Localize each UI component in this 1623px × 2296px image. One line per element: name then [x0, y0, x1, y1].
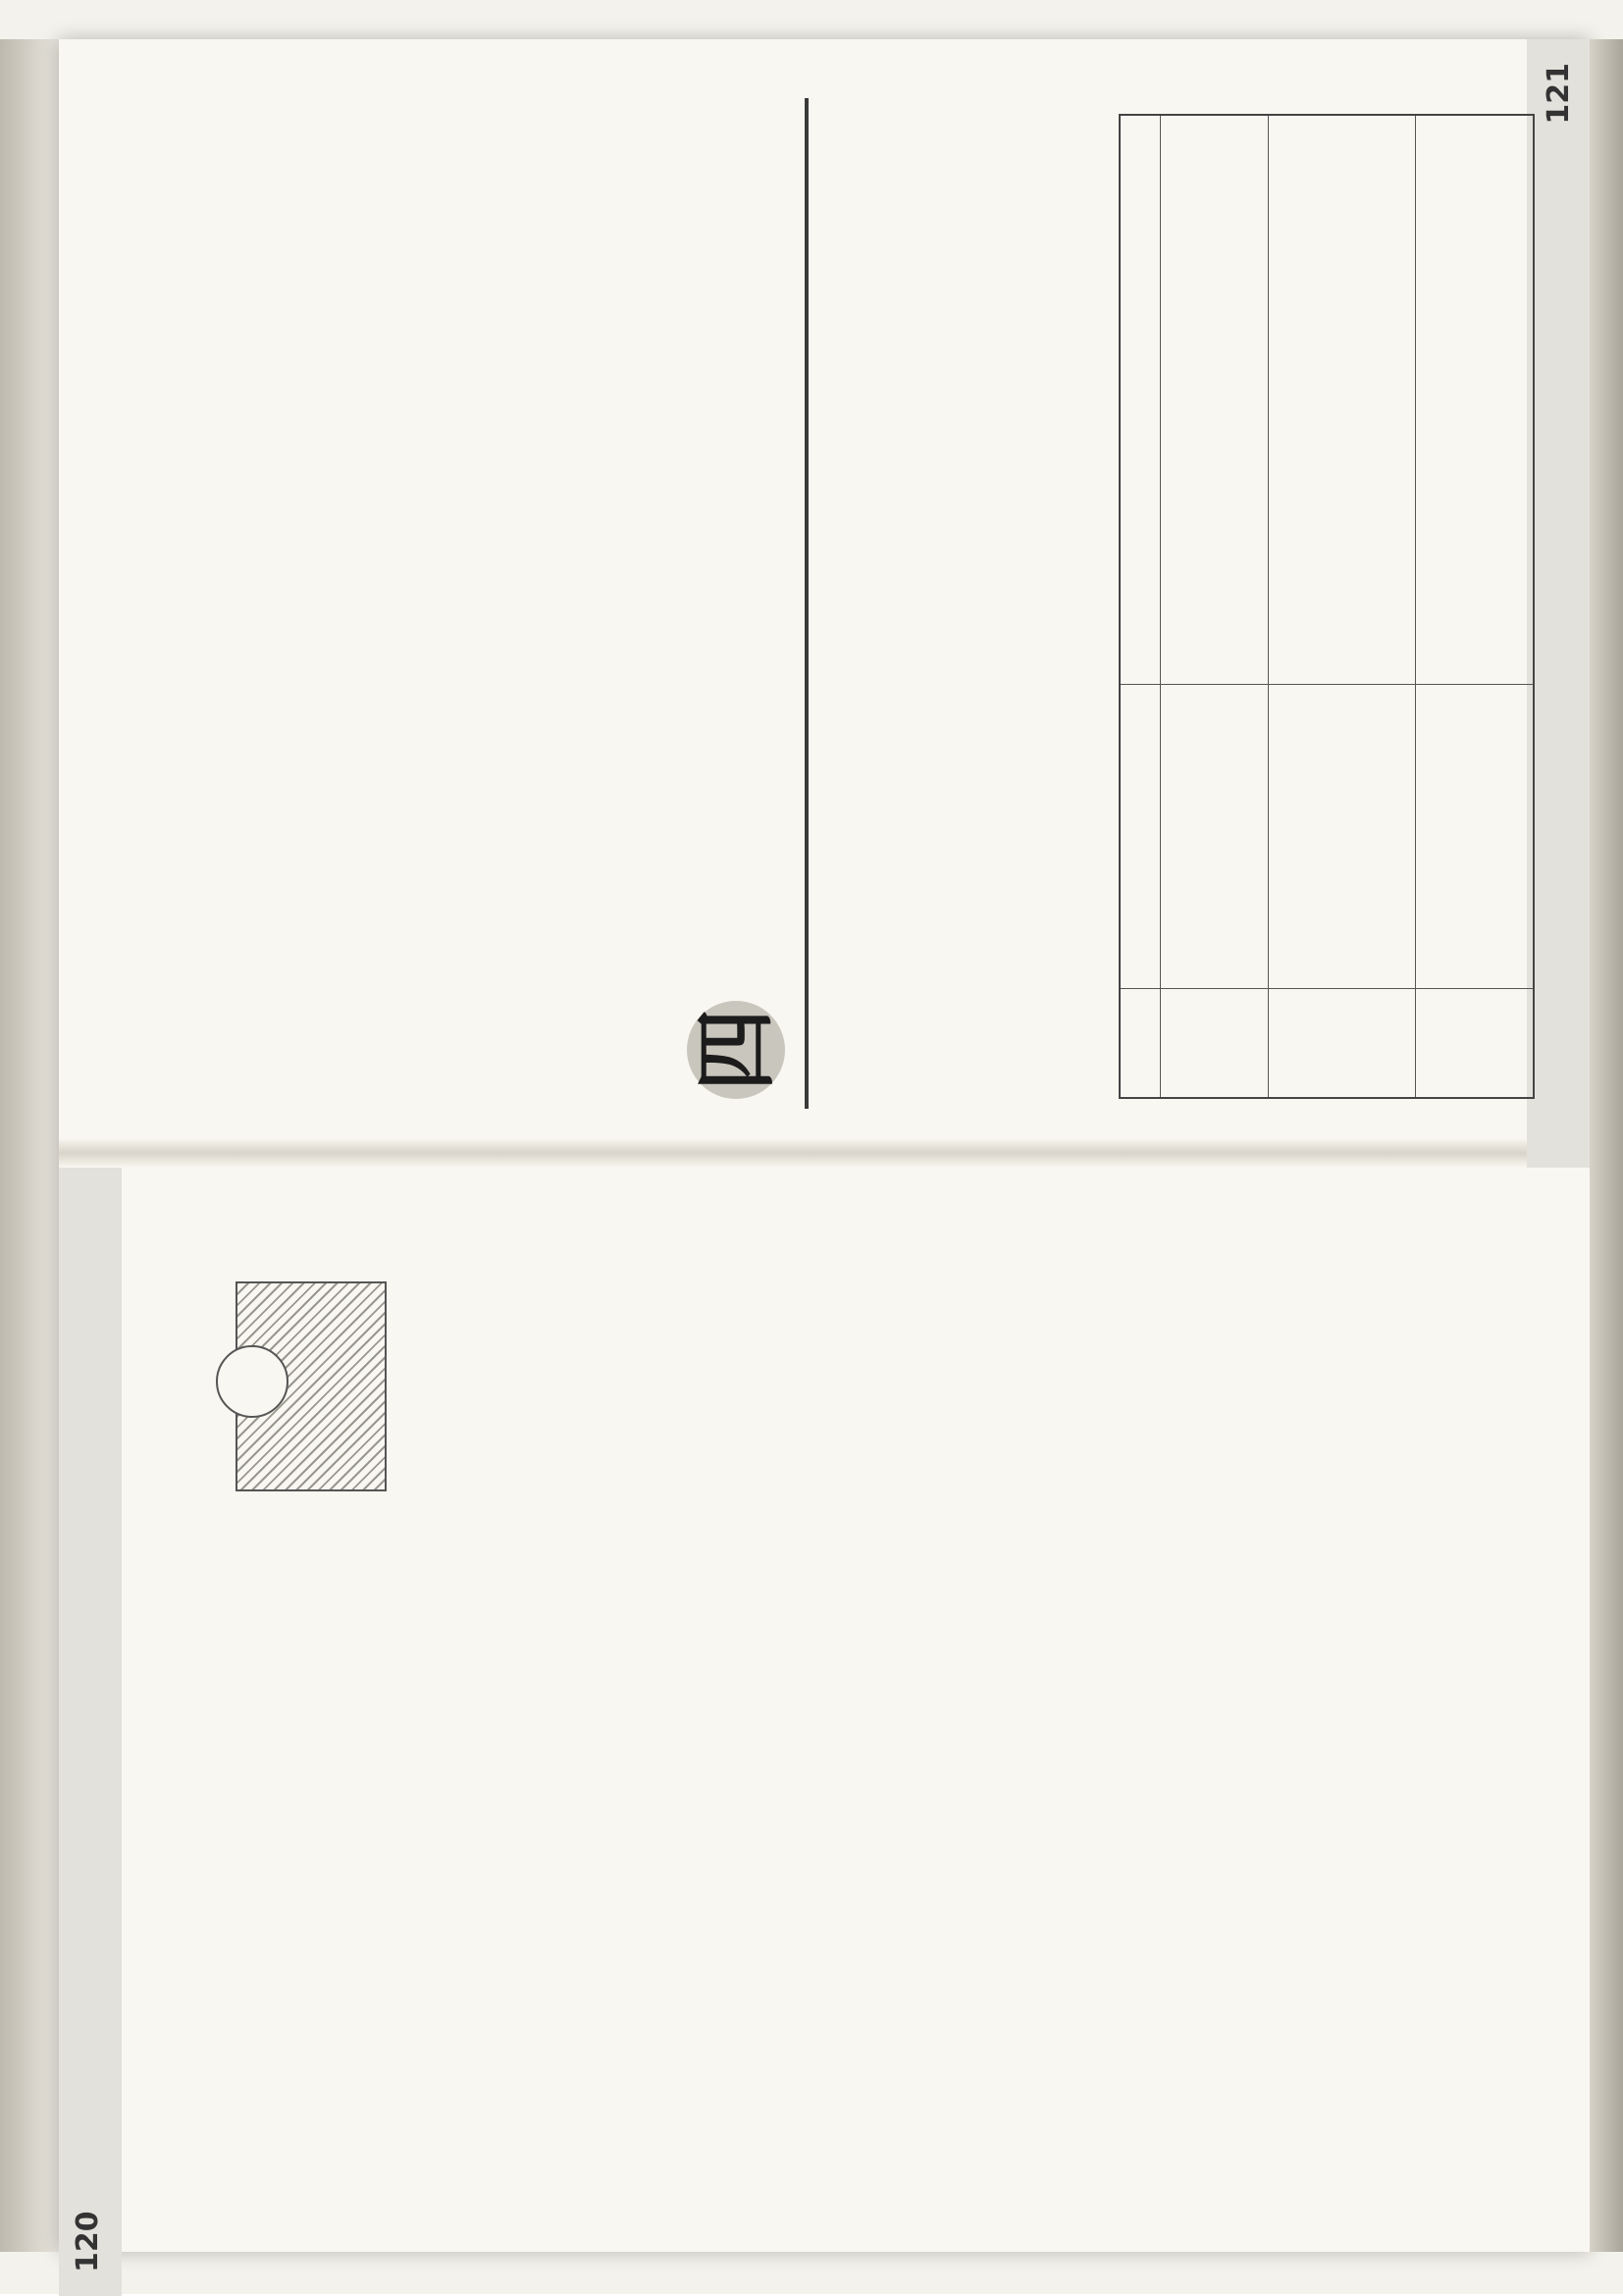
- table-header-rule: [1160, 116, 1161, 1097]
- root-concavity-figure-weld-bead: [216, 1345, 288, 1418]
- right-page-header-band: [1527, 39, 1590, 1168]
- table-column-rule: [1121, 684, 1533, 685]
- right-page-number: 121: [1542, 63, 1576, 125]
- book-spine-edge: [1590, 39, 1623, 2252]
- table-row-rule: [1415, 116, 1416, 1097]
- table-row-rule: [1268, 116, 1269, 1097]
- chapter-title-rule: [805, 98, 809, 1109]
- left-page: [59, 1168, 1590, 2296]
- right-page-content: [59, 39, 1590, 1168]
- right-page: [59, 39, 1590, 1168]
- chapter-number-mark: [687, 1001, 785, 1099]
- table-column-rule: [1121, 988, 1533, 989]
- left-page-number: 120: [71, 2211, 105, 2272]
- page-edge-left: [0, 39, 59, 2252]
- chapter-number-circle: 四: [687, 1001, 785, 1099]
- left-page-footer-band: [59, 1168, 122, 2296]
- left-page-content: [59, 1168, 1590, 2296]
- defects-table: [1119, 114, 1535, 1099]
